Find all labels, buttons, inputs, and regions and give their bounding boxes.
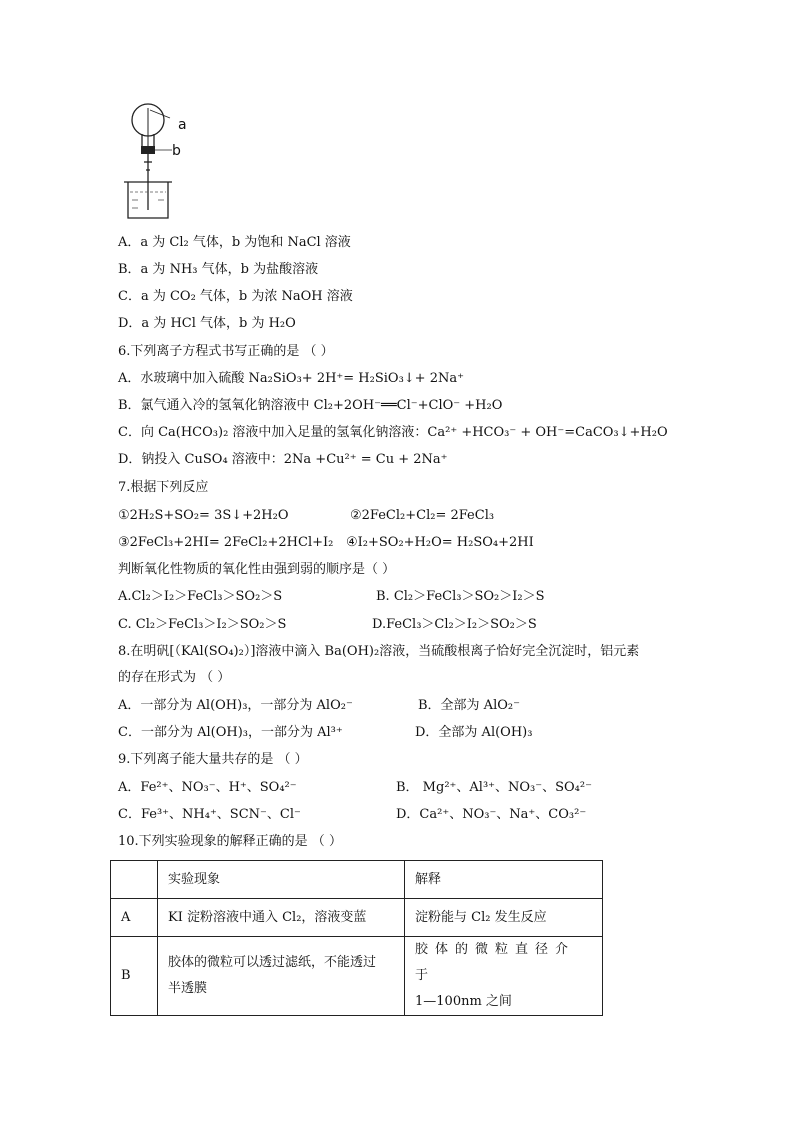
table-header-explanation: 解释 (405, 861, 603, 899)
q8-option-c: C．一部分为 Al(OH)₃，一部分为 Al³⁺ (118, 725, 343, 740)
q8-stem-line-1: 8.在明矾[（KAl(SO₄)₂）]溶液中滴入 Ba(OH)₂溶液，当硫酸根离子恰好完全沉淀时，铝元素 (118, 644, 640, 659)
table-row (111, 899, 603, 937)
table-header-row (111, 861, 603, 899)
apparatus-drawing (118, 100, 208, 225)
q7-option-b: B. Cl₂＞FeCl₃＞SO₂＞I₂＞S (376, 589, 545, 604)
q7-question: 判断氧化性物质的氧化性由强到弱的顺序是（ ） (118, 562, 396, 577)
table-cell-phenomenon (158, 937, 405, 1016)
table-cell-line: 1—100nm 之间 (415, 994, 512, 1009)
table-cell-line: 胶体的微粒直径介于 (415, 942, 576, 983)
q7-reaction-2: ②2FeCl₂+Cl₂= 2FeCl₃ (350, 508, 495, 523)
q10-stem: 10.下列实验现象的解释正确的是 （ ） (118, 834, 342, 849)
q8-stem-line-2: 的存在形式为 （ ） (118, 670, 231, 685)
q7-option-a: A.Cl₂＞I₂＞FeCl₃＞SO₂＞S (118, 589, 283, 604)
table-cell-explanation (405, 937, 603, 1016)
q7-reaction-1: ①2H₂S+SO₂= 3S↓+2H₂O (118, 508, 289, 523)
table-cell-phenomenon: KI 淀粉溶液中通入 Cl₂，溶液变蓝 (158, 899, 405, 937)
q7-reaction-4: ④I₂+SO₂+H₂O= H₂SO₄+2HI (346, 535, 534, 550)
figure-label-a: a (178, 117, 187, 133)
q6-option-d: D．钠投入 CuSO₄ 溶液中：2Na +Cu²⁺ = Cu + 2Na⁺ (118, 452, 448, 467)
figure-label-b: b (172, 143, 181, 159)
q6-option-c: C．向 Ca(HCO₃)₂ 溶液中加入足量的氢氧化钠溶液：Ca²⁺ +HCO₃⁻ + OH⁻=CaCO₃↓+H₂O (118, 425, 668, 440)
table-cell-explanation: 淀粉能与 Cl₂ 发生反应 (405, 899, 603, 937)
table-cell-line: 胶体的微粒可以透过滤纸，不能透过 (168, 955, 377, 970)
q5-option-c: C．a 为 CO₂ 气体，b 为浓 NaOH 溶液 (118, 289, 353, 304)
q7-option-c: C. Cl₂＞FeCl₃＞I₂＞SO₂＞S (118, 617, 287, 632)
q8-option-d: D．全部为 Al(OH)₃ (415, 725, 533, 740)
q7-stem: 7.根据下列反应 (118, 480, 209, 495)
q5-option-b: B．a 为 NH₃ 气体，b 为盐酸溶液 (118, 262, 319, 277)
q9-stem: 9.下列离子能大量共存的是 （ ） (118, 752, 308, 767)
q6-stem: 6.下列离子方程式书写正确的是 （ ） (118, 344, 334, 359)
table-cell-label: A (111, 899, 158, 937)
q6-option-b: B．氯气通入冷的氢氧化钠溶液中 Cl₂+2OH⁻══Cl⁻+ClO⁻ +H₂O (118, 398, 503, 413)
q8-option-b: B．全部为 AlO₂⁻ (418, 698, 520, 713)
q8-option-a: A．一部分为 Al(OH)₃，一部分为 AlO₂⁻ (118, 698, 353, 713)
table-cell-line: 半透膜 (168, 981, 208, 996)
table-row (111, 937, 603, 1016)
q10-table (110, 860, 603, 1016)
q9-option-b: B． Mg²⁺、Al³⁺、NO₃⁻、SO₄²⁻ (396, 780, 592, 795)
table-header-phenomenon: 实验现象 (158, 861, 405, 899)
q5-option-d: D．a 为 HCl 气体，b 为 H₂O (118, 316, 296, 331)
q6-option-a: A．水玻璃中加入硫酸 Na₂SiO₃+ 2H⁺= H₂SiO₃↓+ 2Na⁺ (118, 371, 464, 386)
table-cell-label: B (111, 937, 158, 1016)
q9-option-d: D．Ca²⁺、NO₃⁻、Na⁺、CO₃²⁻ (396, 807, 587, 822)
q9-option-a: A．Fe²⁺、NO₃⁻、H⁺、SO₄²⁻ (118, 780, 297, 795)
q5-option-a: A．a 为 Cl₂ 气体，b 为饱和 NaCl 溶液 (118, 235, 351, 250)
q7-reaction-3: ③2FeCl₃+2HI= 2FeCl₂+2HCl+I₂ (118, 535, 334, 550)
table-header-blank (111, 861, 158, 899)
fountain-apparatus-figure (118, 100, 208, 225)
q9-option-c: C．Fe³⁺、NH₄⁺、SCN⁻、Cl⁻ (118, 807, 301, 822)
q7-option-d: D.FeCl₃＞Cl₂＞I₂＞SO₂＞S (372, 617, 537, 632)
